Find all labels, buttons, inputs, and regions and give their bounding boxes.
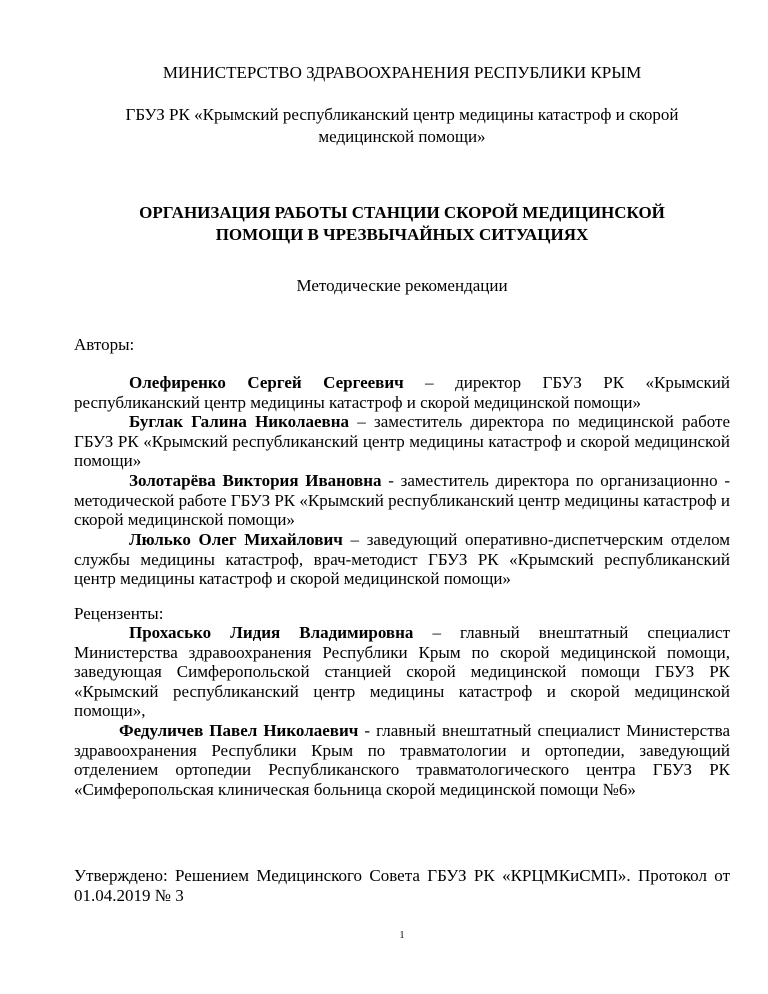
author-description: – заместитель директора по медицинской работе ГБУЗ РК «Крымский республиканский центр медицины катастроф и скорой медицинской помощи» [74,412,730,471]
author-name: Золотарёва Виктория Ивановна [129,471,382,490]
organization-heading [74,104,730,148]
author-description: – директор ГБУЗ РК «Крымский республиканский центр медицины катастроф и скорой медицинской помощи» [74,373,730,412]
author-description: - заместитель директора по организационно - методической работе ГБУЗ РК «Крымский республиканский центр медицины катастроф и скорой медицинской помощи» [74,471,730,530]
reviewer-description: – главный внештатный специалист Министерства здравоохранения Республики Крым по скорой медицинской помощи, заведующая Симферопольской станцией скорой медицинской помощи ГБУЗ РК «Крымский республиканский центр медицины катастроф и скорой медицинской помощи», [74,623,730,721]
approval-text: Утверждено: Решением Медицинского Совета ГБУЗ РК «КРЦМКиСМП». Протокол от 01.04.2019 № 3 [74,866,730,905]
reviewers-label: Рецензенты: [74,604,164,623]
author-entry [74,530,730,589]
author-description: – заведующий оперативно-диспетчерским отделом службы медицины катастроф, врач-методист ГБУЗ РК «Крымский республиканский центр медицины катастроф и скорой медицинской помощи» [74,530,730,589]
author-entry [74,373,730,412]
reviewer-entry [74,623,730,721]
author-name: Буглак Галина Николаевна [129,412,350,431]
title-line-1: ОРГАНИЗАЦИЯ РАБОТЫ СТАНЦИИ СКОРОЙ МЕДИЦИНСКОЙ [139,203,665,222]
reviewer-name: Федуличев Павел Николаевич [119,721,359,740]
document-subtitle: Методические рекомендации [296,276,508,295]
organization-line-2: медицинской помощи» [318,127,486,146]
ministry-heading: МИНИСТЕРСТВО ЗДРАВООХРАНЕНИЯ РЕСПУБЛИКИ КРЫМ [162,63,642,82]
reviewer-entry [74,721,730,799]
author-name: Олефиренко Сергей Сергеевич [129,373,404,392]
authors-label: Авторы: [74,335,135,354]
reviewer-name: Прохасько Лидия Владимировна [129,623,414,642]
reviewer-description: - главный внештатный специалист Министерства здравоохранения Республики Крым по травматологии и ортопедии, заведующий отделением ортопедии Республиканского травматологического центра ГБУЗ РК «Симферопольская клиническая больница скорой медицинской помощи №6» [74,721,730,799]
author-entry [74,471,730,530]
document-title [74,202,730,246]
author-name: Люлько Олег Михайлович [129,530,343,549]
page-number: 1 [399,930,405,941]
author-entry [74,412,730,471]
document-page [74,0,730,994]
organization-line-1: ГБУЗ РК «Крымский республиканский центр медицины катастроф и скорой [125,105,679,124]
title-line-2: ПОМОЩИ В ЧРЕЗВЫЧАЙНЫХ СИТУАЦИЯХ [215,225,589,244]
